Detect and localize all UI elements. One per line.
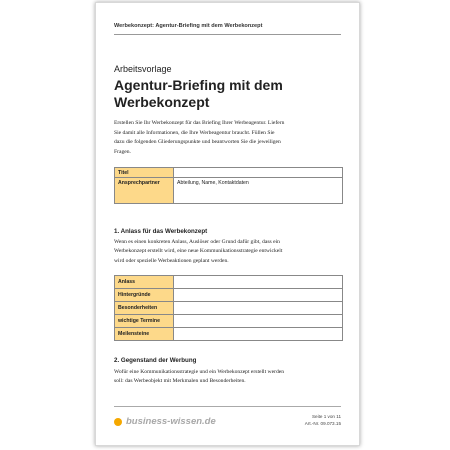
business-wissen-logo[interactable] [114, 416, 216, 427]
footer-divider [114, 406, 341, 407]
document-kicker: Arbeitsvorlage [114, 64, 172, 74]
title-line-2: Werbekonzept [114, 94, 210, 110]
row-label-hintergruende: Hintergründe [115, 289, 174, 302]
row-value-ansprechpartner[interactable]: Abteilung, Name, Kontaktdaten [174, 178, 343, 204]
intro-line: Erstellen Sie Ihr Werbekonzept für das Briefing Ihrer Werbeagentur. Liefern [114, 120, 285, 126]
intro-line: Fragen. [114, 148, 131, 155]
table-row [115, 289, 343, 302]
table-row [115, 178, 343, 204]
table-row [115, 168, 343, 178]
row-label-ansprechpartner: Ansprechpartner [115, 178, 174, 204]
paragraph-line: soll: das Werbeobjekt mit Merkmalen und Besonderheiten. [114, 378, 246, 385]
row-label-besonderheiten: Besonderheiten [115, 302, 174, 315]
info-table [114, 167, 343, 204]
document-title [114, 77, 344, 111]
row-label-titel: Titel [115, 168, 174, 178]
paragraph-line: Wenn es einen konkreten Anlass, Auslöser oder Grund dafür gibt, dass ein [114, 239, 280, 245]
table-row [115, 328, 343, 341]
row-value-besonderheiten[interactable] [174, 302, 343, 315]
table-row [115, 276, 343, 289]
page-number: Seite 1 von 11 [311, 414, 341, 419]
section-2-paragraph [114, 368, 354, 387]
section-1-heading: 1. Anlass für das Werbekonzept [114, 228, 208, 235]
row-value-anlass[interactable] [174, 276, 343, 289]
article-number: Art.-Nr. 09.073.15 [304, 421, 341, 426]
row-label-anlass: Anlass [115, 276, 174, 289]
running-header: Werbekonzept: Agentur-Briefing mit dem Werbekonzept [114, 23, 263, 29]
paragraph-line: wird oder spezielle Werbeaktionen geplant werden. [114, 257, 229, 264]
row-label-meilensteine: Meilensteine [115, 328, 174, 341]
table-row [115, 315, 343, 328]
table-row [115, 302, 343, 315]
logo-text: business-wissen.de [126, 416, 216, 427]
title-line-1: Agentur-Briefing mit dem [114, 77, 283, 93]
row-value-hintergruende[interactable] [174, 289, 343, 302]
row-value-titel[interactable] [174, 168, 343, 178]
document-page [95, 2, 360, 446]
paragraph-line: Wofür eine Kommunikationsstrategie und ein Werbekonzept erstellt werden [114, 369, 285, 375]
logo-dot-icon [114, 418, 122, 426]
section-2-heading: 2. Gegenstand der Werbung [114, 357, 197, 364]
header-divider [114, 34, 341, 35]
intro-paragraph [114, 119, 354, 157]
intro-line: dazu die folgenden Gliederungspunkte und beantworten Sie die jeweiligen [114, 139, 281, 146]
section-1-paragraph [114, 238, 354, 266]
paragraph-line: Werbekonzept erstellt wird, eine neue Kommunikationsstrategie entwickelt [114, 248, 283, 255]
anlass-table [114, 275, 343, 341]
row-value-wichtige-termine[interactable] [174, 315, 343, 328]
footer-meta [305, 413, 341, 427]
row-label-wichtige-termine: wichtige Termine [115, 315, 174, 328]
intro-line: Sie damit alle Informationen, die Ihre Werbeagentur braucht. Füllen Sie [114, 129, 275, 136]
row-value-meilensteine[interactable] [174, 328, 343, 341]
